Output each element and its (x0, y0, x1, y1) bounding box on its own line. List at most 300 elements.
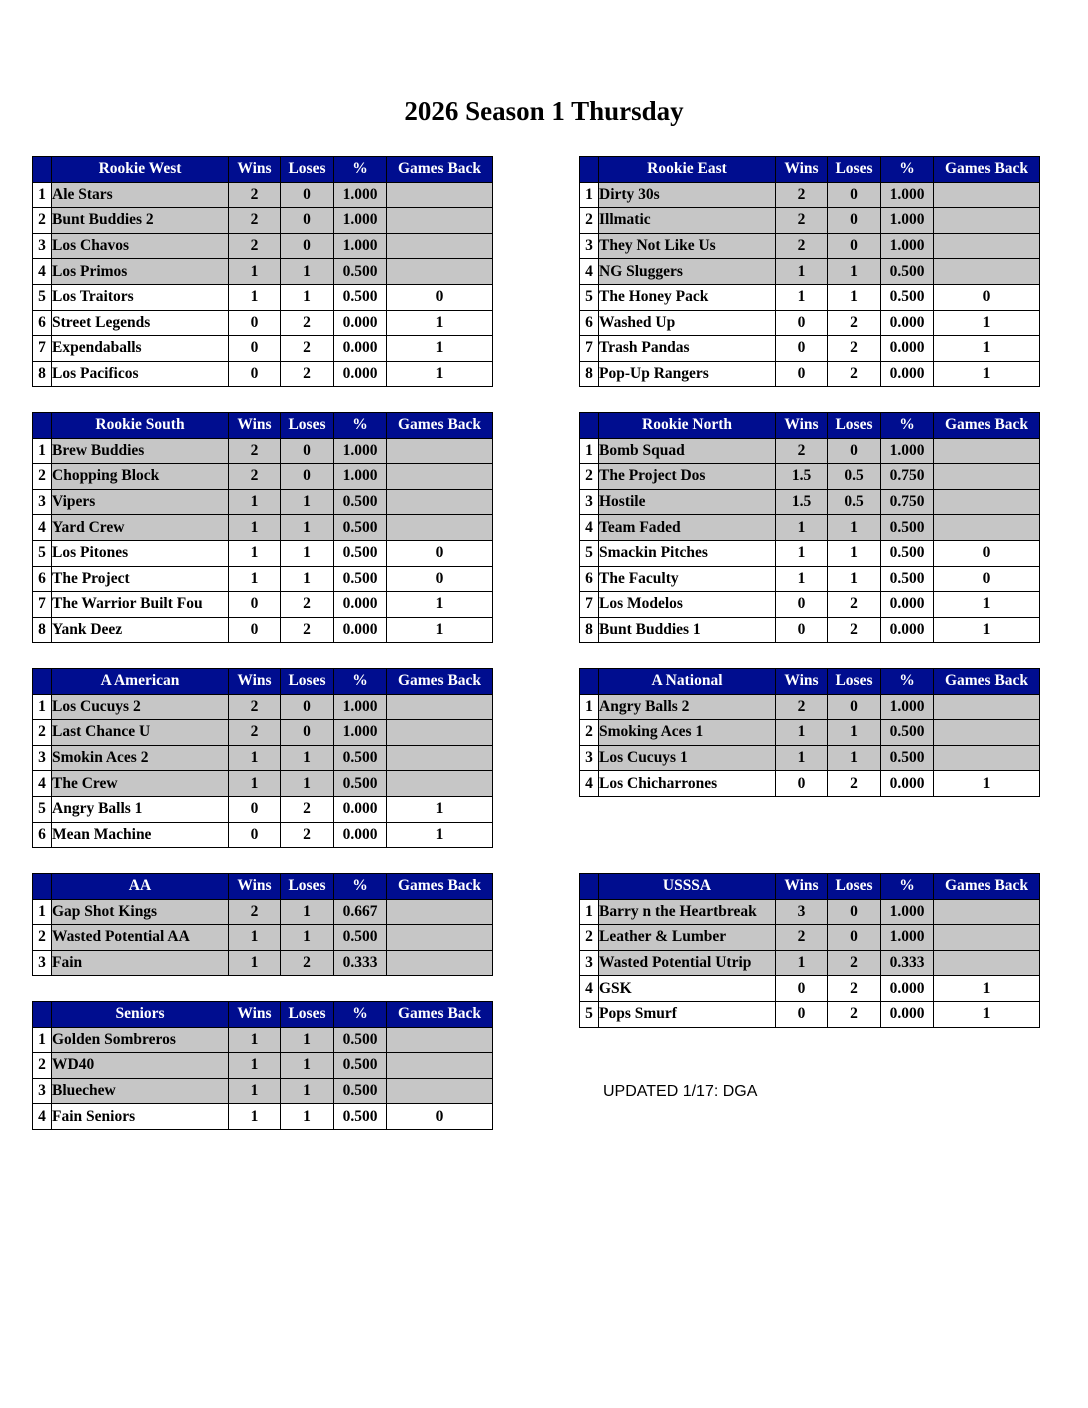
wins-cell: 1 (229, 515, 281, 541)
games-back-cell: 0 (934, 540, 1040, 566)
column-header-games-back: Games Back (387, 669, 493, 695)
loses-cell: 1 (281, 899, 334, 925)
table-row (580, 1001, 1040, 1027)
column-header-wins: Wins (229, 157, 281, 183)
games-back-cell (387, 1027, 493, 1053)
column-header-games-back: Games Back (387, 413, 493, 439)
column-header-pct: % (881, 157, 934, 183)
loses-cell: 1 (281, 771, 334, 797)
table-row (33, 182, 493, 208)
wins-cell: 0 (776, 336, 828, 362)
table-row (580, 592, 1040, 618)
games-back-cell (934, 694, 1040, 720)
loses-cell: 1 (828, 566, 881, 592)
rank-header (33, 874, 52, 900)
loses-cell: 2 (828, 976, 881, 1002)
table-row (580, 617, 1040, 643)
wins-cell: 1 (229, 489, 281, 515)
rank-cell: 6 (33, 822, 52, 848)
wins-cell: 2 (776, 208, 828, 234)
table-header-row (33, 1002, 493, 1028)
pct-cell: 0.500 (334, 259, 387, 285)
rank-cell: 1 (580, 899, 599, 925)
rank-cell: 6 (33, 310, 52, 336)
team-name-cell: Angry Balls 2 (599, 694, 776, 720)
loses-cell: 0 (281, 208, 334, 234)
wins-cell: 2 (776, 925, 828, 951)
team-name-cell: Street Legends (52, 310, 229, 336)
team-name-cell: The Project Dos (599, 464, 776, 490)
rank-cell: 5 (580, 1001, 599, 1027)
pct-cell: 1.000 (334, 182, 387, 208)
rank-cell: 6 (33, 566, 52, 592)
table-row (33, 1104, 493, 1130)
rank-cell: 4 (580, 259, 599, 285)
table-row (580, 361, 1040, 387)
loses-cell: 1 (281, 1027, 334, 1053)
pct-cell: 0.000 (881, 361, 934, 387)
table-row (580, 515, 1040, 541)
wins-cell: 1 (776, 720, 828, 746)
pct-cell: 0.333 (881, 950, 934, 976)
table-row (33, 796, 493, 822)
rank-cell: 2 (580, 720, 599, 746)
rank-cell: 5 (33, 796, 52, 822)
team-name-cell: Angry Balls 1 (52, 796, 229, 822)
pct-cell: 1.000 (881, 694, 934, 720)
rank-header (33, 669, 52, 695)
table-row (33, 771, 493, 797)
wins-cell: 1.5 (776, 489, 828, 515)
division-name: Rookie North (599, 413, 776, 439)
loses-cell: 2 (828, 771, 881, 797)
loses-cell: 0 (828, 182, 881, 208)
table-row (33, 361, 493, 387)
loses-cell: 1 (281, 489, 334, 515)
loses-cell: 0 (281, 720, 334, 746)
pct-cell: 1.000 (334, 694, 387, 720)
games-back-cell: 0 (934, 284, 1040, 310)
division-name: A National (599, 669, 776, 695)
team-name-cell: Los Chavos (52, 233, 229, 259)
games-back-cell (387, 771, 493, 797)
loses-cell: 1 (828, 515, 881, 541)
team-name-cell: Los Pacificos (52, 361, 229, 387)
team-name-cell: Washed Up (599, 310, 776, 336)
team-name-cell: GSK (599, 976, 776, 1002)
wins-cell: 1 (776, 950, 828, 976)
loses-cell: 1 (281, 1104, 334, 1130)
wins-cell: 0 (229, 617, 281, 643)
wins-cell: 0 (776, 976, 828, 1002)
loses-cell: 0.5 (828, 489, 881, 515)
games-back-cell (387, 899, 493, 925)
wins-cell: 1 (776, 259, 828, 285)
games-back-cell: 1 (934, 976, 1040, 1002)
team-name-cell: The Warrior Built Fou (52, 592, 229, 618)
table-row (33, 464, 493, 490)
standings-table-aa (32, 873, 493, 976)
rank-cell: 3 (33, 950, 52, 976)
table-row (580, 925, 1040, 951)
table-row (580, 899, 1040, 925)
table-row (33, 1027, 493, 1053)
games-back-cell (934, 259, 1040, 285)
games-back-cell: 1 (934, 361, 1040, 387)
table-row (33, 489, 493, 515)
wins-cell: 2 (229, 720, 281, 746)
games-back-cell (934, 438, 1040, 464)
pct-cell: 0.500 (881, 284, 934, 310)
column-header-loses: Loses (281, 157, 334, 183)
column-header-loses: Loses (828, 874, 881, 900)
column-header-pct: % (881, 874, 934, 900)
table-row (580, 259, 1040, 285)
standings-table-rookie-north (579, 412, 1040, 643)
division-name: Seniors (52, 1002, 229, 1028)
rank-cell: 4 (33, 1104, 52, 1130)
pct-cell: 0.500 (334, 566, 387, 592)
pct-cell: 0.000 (881, 976, 934, 1002)
column-header-wins: Wins (776, 874, 828, 900)
table-row (33, 540, 493, 566)
games-back-cell: 1 (934, 617, 1040, 643)
table-header-row (33, 874, 493, 900)
loses-cell: 1 (281, 259, 334, 285)
loses-cell: 1 (281, 284, 334, 310)
rank-cell: 3 (580, 233, 599, 259)
column-header-loses: Loses (828, 669, 881, 695)
pct-cell: 1.000 (881, 208, 934, 234)
team-name-cell: Brew Buddies (52, 438, 229, 464)
games-back-cell: 1 (934, 336, 1040, 362)
wins-cell: 1 (229, 1078, 281, 1104)
pct-cell: 0.667 (334, 899, 387, 925)
rank-cell: 2 (580, 464, 599, 490)
pct-cell: 0.500 (334, 745, 387, 771)
wins-cell: 1 (229, 540, 281, 566)
table-row (580, 976, 1040, 1002)
pct-cell: 0.500 (334, 925, 387, 951)
loses-cell: 1 (281, 566, 334, 592)
standings-table-rookie-south (32, 412, 493, 643)
rank-cell: 5 (580, 540, 599, 566)
games-back-cell (934, 182, 1040, 208)
rank-cell: 4 (33, 515, 52, 541)
division-name: Rookie South (52, 413, 229, 439)
games-back-cell: 0 (387, 284, 493, 310)
rank-cell: 4 (33, 771, 52, 797)
loses-cell: 2 (281, 336, 334, 362)
loses-cell: 0 (281, 233, 334, 259)
games-back-cell (387, 1078, 493, 1104)
games-back-cell: 0 (387, 566, 493, 592)
pct-cell: 0.000 (881, 592, 934, 618)
team-name-cell: Los Traitors (52, 284, 229, 310)
table-row (580, 771, 1040, 797)
rank-cell: 3 (580, 489, 599, 515)
pct-cell: 0.333 (334, 950, 387, 976)
loses-cell: 2 (281, 592, 334, 618)
rank-cell: 4 (580, 771, 599, 797)
games-back-cell: 0 (387, 1104, 493, 1130)
rank-cell: 8 (33, 617, 52, 643)
rank-header (580, 874, 599, 900)
wins-cell: 0 (776, 1001, 828, 1027)
rank-cell: 7 (33, 592, 52, 618)
table-row (580, 284, 1040, 310)
team-name-cell: Illmatic (599, 208, 776, 234)
loses-cell: 1 (281, 515, 334, 541)
standings-table-rookie-west (32, 156, 493, 387)
loses-cell: 0 (281, 464, 334, 490)
team-name-cell: Los Chicharrones (599, 771, 776, 797)
rank-cell: 1 (33, 899, 52, 925)
rank-cell: 1 (580, 182, 599, 208)
table-row (33, 925, 493, 951)
games-back-cell (387, 438, 493, 464)
pct-cell: 0.000 (334, 336, 387, 362)
wins-cell: 1 (776, 515, 828, 541)
column-header-wins: Wins (776, 157, 828, 183)
pct-cell: 1.000 (334, 208, 387, 234)
loses-cell: 2 (281, 950, 334, 976)
table-row (33, 438, 493, 464)
table-row (580, 950, 1040, 976)
wins-cell: 2 (229, 233, 281, 259)
loses-cell: 1 (828, 259, 881, 285)
games-back-cell (387, 925, 493, 951)
rank-cell: 4 (580, 976, 599, 1002)
games-back-cell (934, 720, 1040, 746)
rank-cell: 3 (33, 1078, 52, 1104)
wins-cell: 1 (229, 566, 281, 592)
pct-cell: 1.000 (334, 233, 387, 259)
table-row (33, 1078, 493, 1104)
table-header-row (580, 874, 1040, 900)
loses-cell: 2 (828, 592, 881, 618)
column-header-pct: % (334, 669, 387, 695)
games-back-cell (387, 950, 493, 976)
rank-header (580, 157, 599, 183)
wins-cell: 1 (229, 925, 281, 951)
pct-cell: 0.500 (334, 489, 387, 515)
team-name-cell: Fain (52, 950, 229, 976)
table-row (33, 592, 493, 618)
column-header-loses: Loses (828, 157, 881, 183)
wins-cell: 0 (229, 336, 281, 362)
standings-table-a-american (32, 668, 493, 848)
pct-cell: 0.750 (881, 489, 934, 515)
pct-cell: 0.500 (334, 1104, 387, 1130)
team-name-cell: Bunt Buddies 2 (52, 208, 229, 234)
table-row (33, 208, 493, 234)
wins-cell: 0 (776, 361, 828, 387)
team-name-cell: Golden Sombreros (52, 1027, 229, 1053)
table-row (580, 745, 1040, 771)
table-row (33, 694, 493, 720)
rank-cell: 2 (33, 925, 52, 951)
wins-cell: 0 (776, 592, 828, 618)
team-name-cell: WD40 (52, 1053, 229, 1079)
loses-cell: 1 (281, 540, 334, 566)
table-row (580, 566, 1040, 592)
wins-cell: 0 (229, 796, 281, 822)
team-name-cell: Smackin Pitches (599, 540, 776, 566)
loses-cell: 0 (828, 694, 881, 720)
team-name-cell: Smoking Aces 1 (599, 720, 776, 746)
wins-cell: 1.5 (776, 464, 828, 490)
team-name-cell: Los Pitones (52, 540, 229, 566)
wins-cell: 1 (229, 1053, 281, 1079)
team-name-cell: Barry n the Heartbreak (599, 899, 776, 925)
team-name-cell: Yard Crew (52, 515, 229, 541)
loses-cell: 1 (828, 720, 881, 746)
pct-cell: 0.500 (881, 745, 934, 771)
team-name-cell: Los Primos (52, 259, 229, 285)
loses-cell: 2 (281, 822, 334, 848)
table-row (33, 899, 493, 925)
pct-cell: 0.500 (334, 1027, 387, 1053)
rank-cell: 2 (580, 208, 599, 234)
rank-cell: 3 (33, 489, 52, 515)
team-name-cell: Wasted Potential Utrip (599, 950, 776, 976)
games-back-cell: 1 (934, 592, 1040, 618)
division-name: A American (52, 669, 229, 695)
loses-cell: 2 (828, 950, 881, 976)
games-back-cell (387, 720, 493, 746)
table-row (33, 566, 493, 592)
wins-cell: 0 (776, 617, 828, 643)
pct-cell: 0.500 (881, 540, 934, 566)
rank-cell: 7 (580, 592, 599, 618)
wins-cell: 1 (229, 1104, 281, 1130)
pct-cell: 0.500 (334, 515, 387, 541)
pct-cell: 0.000 (334, 361, 387, 387)
team-name-cell: NG Sluggers (599, 259, 776, 285)
rank-header (33, 157, 52, 183)
table-row (33, 233, 493, 259)
wins-cell: 0 (229, 592, 281, 618)
loses-cell: 1 (281, 745, 334, 771)
table-row (33, 822, 493, 848)
table-row (33, 284, 493, 310)
pct-cell: 0.500 (881, 515, 934, 541)
column-header-pct: % (334, 874, 387, 900)
pct-cell: 0.500 (334, 1053, 387, 1079)
rank-header (33, 1002, 52, 1028)
column-header-games-back: Games Back (387, 157, 493, 183)
games-back-cell (387, 259, 493, 285)
team-name-cell: Chopping Block (52, 464, 229, 490)
column-header-pct: % (881, 669, 934, 695)
column-header-games-back: Games Back (934, 413, 1040, 439)
column-header-loses: Loses (281, 1002, 334, 1028)
rank-cell: 1 (33, 438, 52, 464)
column-header-wins: Wins (229, 1002, 281, 1028)
column-header-games-back: Games Back (387, 874, 493, 900)
rank-cell: 3 (33, 745, 52, 771)
table-header-row (33, 413, 493, 439)
pct-cell: 1.000 (881, 925, 934, 951)
games-back-cell: 1 (387, 617, 493, 643)
pct-cell: 1.000 (881, 438, 934, 464)
games-back-cell (387, 182, 493, 208)
loses-cell: 2 (828, 336, 881, 362)
pct-cell: 1.000 (881, 182, 934, 208)
team-name-cell: Hostile (599, 489, 776, 515)
column-header-pct: % (334, 413, 387, 439)
team-name-cell: Gap Shot Kings (52, 899, 229, 925)
table-row (33, 310, 493, 336)
wins-cell: 1 (229, 284, 281, 310)
pct-cell: 0.500 (334, 284, 387, 310)
column-header-wins: Wins (229, 413, 281, 439)
games-back-cell (387, 233, 493, 259)
rank-cell: 7 (580, 336, 599, 362)
division-name: AA (52, 874, 229, 900)
rank-header (580, 669, 599, 695)
wins-cell: 2 (229, 438, 281, 464)
team-name-cell: The Project (52, 566, 229, 592)
games-back-cell: 1 (387, 822, 493, 848)
column-header-loses: Loses (281, 874, 334, 900)
column-header-games-back: Games Back (934, 157, 1040, 183)
rank-cell: 5 (33, 540, 52, 566)
loses-cell: 1 (281, 1053, 334, 1079)
team-name-cell: Ale Stars (52, 182, 229, 208)
rank-cell: 2 (33, 720, 52, 746)
loses-cell: 2 (281, 361, 334, 387)
column-header-loses: Loses (281, 669, 334, 695)
pct-cell: 0.000 (881, 336, 934, 362)
games-back-cell (387, 745, 493, 771)
table-row (33, 515, 493, 541)
pct-cell: 0.500 (881, 566, 934, 592)
wins-cell: 1 (776, 284, 828, 310)
team-name-cell: Mean Machine (52, 822, 229, 848)
team-name-cell: Trash Pandas (599, 336, 776, 362)
table-row (580, 233, 1040, 259)
column-header-pct: % (881, 413, 934, 439)
games-back-cell: 1 (387, 310, 493, 336)
pct-cell: 0.000 (334, 822, 387, 848)
column-header-wins: Wins (229, 669, 281, 695)
division-name: USSSA (599, 874, 776, 900)
table-row (580, 720, 1040, 746)
games-back-cell (934, 515, 1040, 541)
loses-cell: 1 (828, 284, 881, 310)
table-header-row (580, 669, 1040, 695)
wins-cell: 2 (776, 233, 828, 259)
wins-cell: 0 (229, 361, 281, 387)
games-back-cell: 1 (387, 592, 493, 618)
wins-cell: 2 (229, 464, 281, 490)
loses-cell: 0 (828, 233, 881, 259)
team-name-cell: Yank Deez (52, 617, 229, 643)
wins-cell: 2 (229, 694, 281, 720)
wins-cell: 0 (776, 771, 828, 797)
rank-cell: 5 (33, 284, 52, 310)
standings-table-rookie-east (579, 156, 1040, 387)
team-name-cell: Leather & Lumber (599, 925, 776, 951)
wins-cell: 2 (776, 694, 828, 720)
loses-cell: 0 (281, 694, 334, 720)
table-row (33, 336, 493, 362)
team-name-cell: Team Faded (599, 515, 776, 541)
wins-cell: 2 (229, 182, 281, 208)
rank-cell: 6 (580, 310, 599, 336)
